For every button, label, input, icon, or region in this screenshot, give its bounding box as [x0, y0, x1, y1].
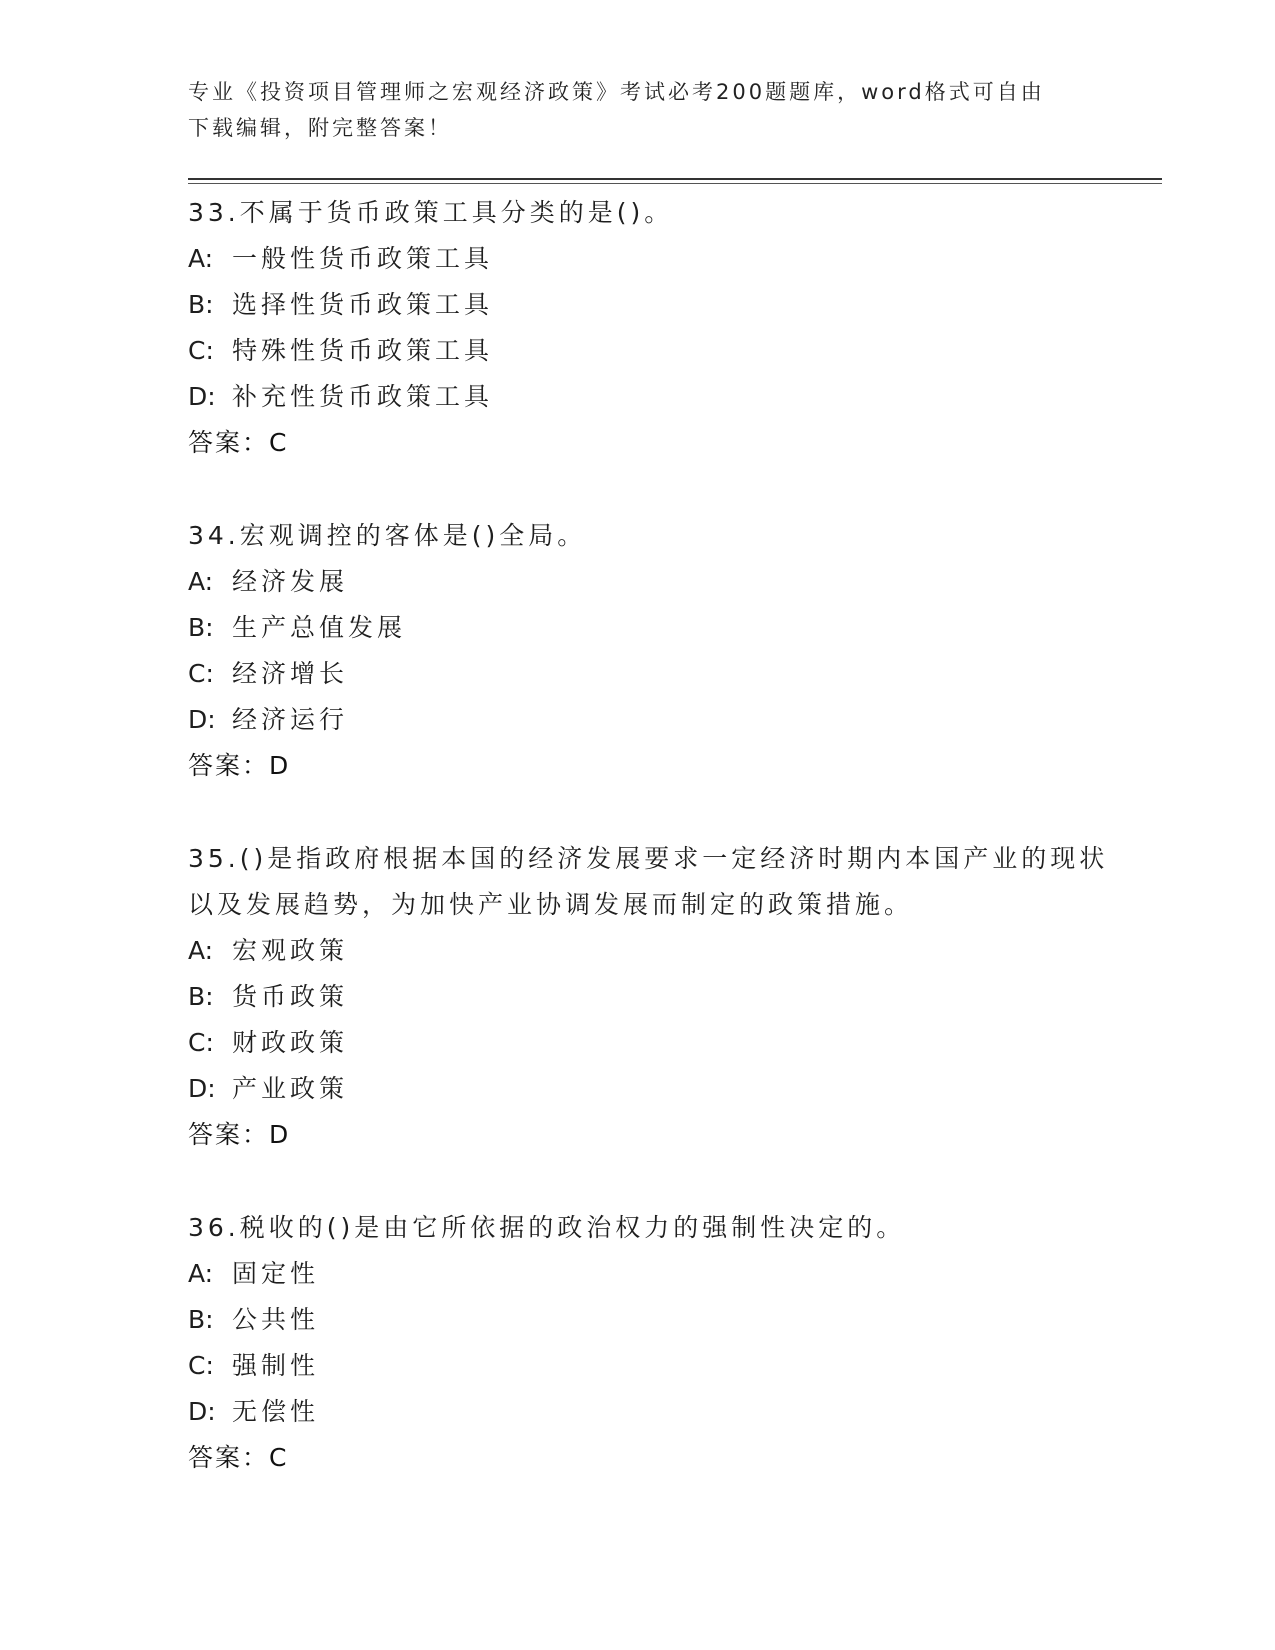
option-b [188, 1297, 1118, 1343]
question-stem: 34.宏观调控的客体是()全局。 [188, 521, 587, 550]
question-stem: 36.税收的()是由它所依据的政治权力的强制性决定的。 [188, 1213, 906, 1242]
option-d [188, 374, 1118, 420]
question-stem: 33.不属于货币政策工具分类的是()。 [188, 198, 674, 227]
option-d [188, 1066, 1118, 1112]
option-c [188, 328, 1118, 374]
option-text: 选择性货币政策工具 [232, 290, 494, 319]
option-letter: C: [188, 1351, 214, 1380]
option-d [188, 697, 1118, 743]
option-text: 货币政策 [232, 982, 349, 1011]
option-text: 特殊性货币政策工具 [232, 336, 494, 365]
option-letter: B: [188, 1305, 214, 1334]
option-a [188, 1251, 1118, 1297]
option-text: 固定性 [232, 1259, 320, 1288]
option-text: 生产总值发展 [232, 613, 407, 642]
question-36 [188, 1205, 1118, 1481]
option-b [188, 282, 1118, 328]
option-text: 产业政策 [232, 1074, 349, 1103]
option-text: 补充性货币政策工具 [232, 382, 494, 411]
option-letter: D: [188, 1397, 216, 1426]
option-letter: B: [188, 613, 214, 642]
option-letter: A: [188, 244, 214, 273]
option-b [188, 974, 1118, 1020]
question-34 [188, 513, 1118, 789]
option-letter: B: [188, 982, 214, 1011]
option-text: 一般性货币政策工具 [232, 244, 494, 273]
option-text: 强制性 [232, 1351, 320, 1380]
question-33 [188, 190, 1118, 466]
option-letter: A: [188, 1259, 214, 1288]
option-text: 无偿性 [232, 1397, 320, 1426]
document-header [188, 74, 1088, 146]
option-b [188, 605, 1118, 651]
option-c [188, 1343, 1118, 1389]
header-divider-thick [188, 178, 1162, 180]
option-text: 财政政策 [232, 1028, 349, 1057]
option-text: 经济发展 [232, 567, 349, 596]
option-letter: D: [188, 1074, 216, 1103]
answer-line: 答案：D [188, 751, 291, 780]
option-c [188, 1020, 1118, 1066]
option-letter: C: [188, 659, 214, 688]
header-line-1: 专业《投资项目管理师之宏观经济政策》考试必考200题题库，word格式可自由 [188, 80, 1045, 104]
option-a [188, 559, 1118, 605]
option-text: 公共性 [232, 1305, 320, 1334]
option-letter: D: [188, 705, 216, 734]
question-list [188, 190, 1118, 1528]
option-letter: C: [188, 1028, 214, 1057]
option-text: 宏观政策 [232, 936, 349, 965]
header-divider-thin [188, 183, 1162, 184]
option-d [188, 1389, 1118, 1435]
option-a [188, 928, 1118, 974]
question-stem: 35.()是指政府根据本国的经济发展要求一定经济时期内本国产业的现状以及发展趋势，为加快产业协调发展而制定的政策措施。 [188, 844, 1109, 919]
option-letter: A: [188, 567, 214, 596]
question-35 [188, 836, 1118, 1158]
answer-line: 答案：C [188, 428, 289, 457]
option-letter: A: [188, 936, 214, 965]
option-letter: D: [188, 382, 216, 411]
option-letter: B: [188, 290, 214, 319]
header-line-2: 下载编辑，附完整答案！ [188, 116, 452, 140]
option-text: 经济增长 [232, 659, 349, 688]
option-a [188, 236, 1118, 282]
option-letter: C: [188, 336, 214, 365]
answer-line: 答案：C [188, 1443, 289, 1472]
answer-line: 答案：D [188, 1120, 291, 1149]
option-text: 经济运行 [232, 705, 349, 734]
option-c [188, 651, 1118, 697]
